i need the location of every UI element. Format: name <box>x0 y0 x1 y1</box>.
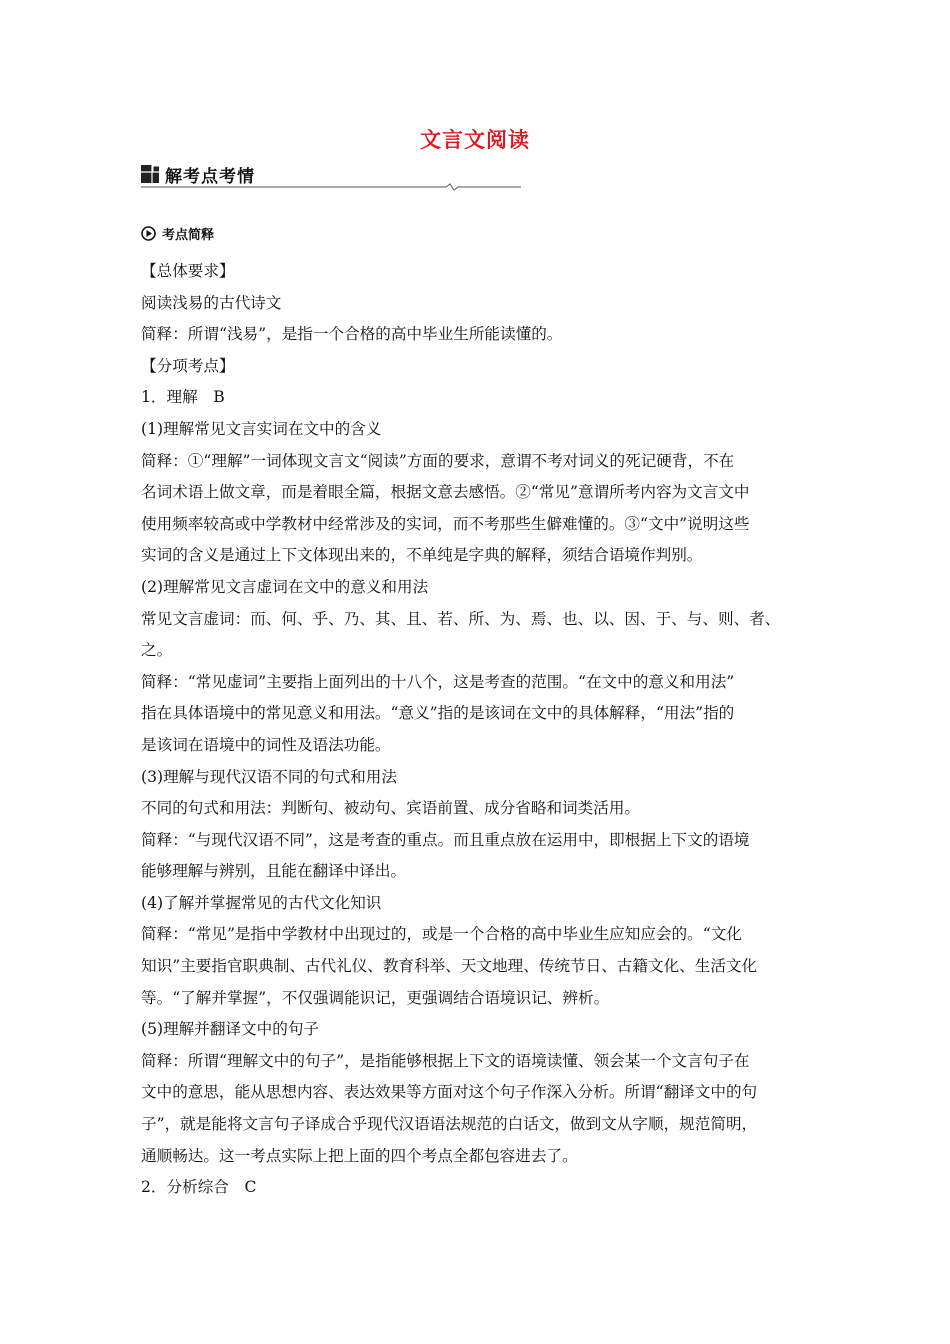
text-line: 使用频率较高或中学教材中经常涉及的实词，而不考那些生僻难懂的。③“文中”说明这些 <box>141 514 750 533</box>
text-line: (2)理解常见文言虚词在文中的意义和用法 <box>141 577 429 596</box>
text-line: 2．分析综合 C <box>141 1178 257 1197</box>
text-line: 知识”主要指官职典制、古代礼仪、教育科举、天文地理、传统节日、古籍文化、生活文化 <box>141 957 758 976</box>
text-line: 文中的意思，能从思想内容、表达效果等方面对这个句子作深入分析。所谓“翻译文中的句 <box>141 1083 758 1102</box>
text-line: 1．理解 B <box>141 388 225 407</box>
text-line: 【总体要求】 <box>141 262 235 280</box>
section-title: 解考点考情 <box>165 167 255 187</box>
section-divider <box>141 183 521 191</box>
text-line: 简释：“与现代汉语不同”，这是考查的重点。而且重点放在运用中，即根据上下文的语境 <box>141 830 750 849</box>
text-line: (3)理解与现代汉语不同的句式和用法 <box>141 767 397 786</box>
section-header <box>141 161 521 191</box>
page-title: 文言文阅读 <box>420 128 530 152</box>
text-line: 不同的句式和用法：判断句、被动句、宾语前置、成分省略和词类活用。 <box>141 799 641 818</box>
text-line: 指在具体语境中的常见意义和用法。“意义”指的是该词在文中的具体解释，“用法”指的 <box>141 704 735 723</box>
text-line: (1)理解常见文言实词在文中的含义 <box>141 419 382 438</box>
text-line: 通顺畅达。这一考点实际上把上面的四个考点全都包容进去了。 <box>141 1146 578 1165</box>
text-line: 名词术语上做文章，而是着眼全篇，根据文意去感悟。②“常见”意谓所考内容为文言文中 <box>141 483 750 502</box>
text-line: 简释：“常见虚词”主要指上面列出的十八个，这是考查的范围。“在文中的意义和用法” <box>141 672 735 691</box>
text-line: 简释：所谓“理解文中的句子”，是指能够根据上下文的语境读懂、领会某一个文言句子在 <box>141 1051 750 1070</box>
text-line: 简释：“常见”是指中学教材中出现过的，或是一个合格的高中毕业生应知应会的。“文化 <box>141 925 742 944</box>
text-line: 是该词在语境中的词性及语法功能。 <box>141 735 391 754</box>
text-line: 简释：所谓“浅易”，是指一个合格的高中毕业生所能读懂的。 <box>141 325 563 344</box>
text-line: 之。 <box>141 641 173 660</box>
square-block-icon <box>141 165 159 183</box>
text-line: 实词的含义是通过上下文体现出来的，不单纯是字典的解释，须结合语境作判别。 <box>141 546 703 565</box>
subsection-title: 考点简释 <box>162 228 215 243</box>
text-line: (4)了解并掌握常见的古代文化知识 <box>141 893 382 912</box>
text-line: 简释：①“理解”一词体现文言文“阅读”方面的要求，意谓不考对词义的死记硬背，不在 <box>141 451 735 470</box>
document-body <box>141 256 826 1204</box>
play-circle-icon <box>141 226 156 241</box>
text-line: 等。“了解并掌握”，不仅强调能识记，更强调结合语境识记、辨析。 <box>141 988 610 1007</box>
text-line: 子”，就是能将文言句子译成合乎现代汉语语法规范的白话文，做到文从字顺，规范简明， <box>141 1115 758 1134</box>
text-line: 常见文言虚词：而、何、乎、乃、其、且、若、所、为、焉、也、以、因、于、与、则、者、 <box>141 609 781 628</box>
text-line: 阅读浅易的古代诗文 <box>141 293 282 312</box>
text-line: (5)理解并翻译文中的句子 <box>141 1020 320 1039</box>
text-line: 【分项考点】 <box>141 356 235 375</box>
text-line: 能够理解与辨别，且能在翻译中译出。 <box>141 862 407 881</box>
